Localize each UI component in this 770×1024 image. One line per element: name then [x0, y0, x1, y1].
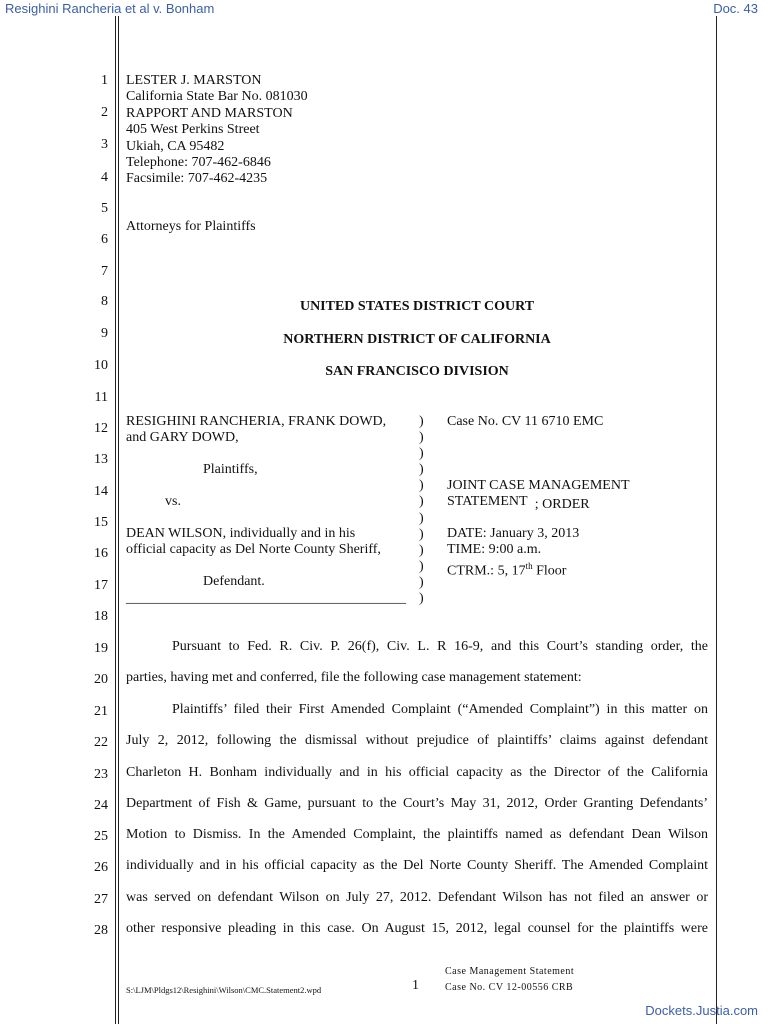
attorneys-for: Attorneys for Plaintiffs [126, 219, 256, 234]
line-number: 21 [94, 704, 108, 719]
line-number: 22 [94, 735, 108, 750]
line-number: 26 [94, 860, 108, 875]
courtroom-number: CTRM.: 5, 17 [447, 563, 526, 579]
versus: vs. [165, 494, 181, 509]
line-number: 2 [101, 105, 108, 120]
line-number: 15 [94, 515, 108, 530]
line-number: 10 [94, 358, 108, 373]
line-number: 11 [94, 390, 108, 405]
line-number: 4 [101, 170, 108, 185]
footer-case-number: Case No. CV 12-00556 CRB [445, 982, 574, 993]
document-title-statement: STATEMENT [447, 494, 528, 509]
line-number: 6 [101, 232, 108, 247]
margin-rule-right [716, 16, 717, 1024]
body-line: July 2, 2012, following the dismissal without prejudice of plaintiffs’ claims against defendant [126, 733, 708, 748]
attorney-telephone: Telephone: 707-462-6846 [126, 155, 271, 171]
file-path: S:\LJM\Pldgs12\Resighini\Wilson\CMC.Statement2.wpd [126, 985, 322, 995]
line-number: 28 [94, 923, 108, 938]
hearing-time: TIME: 9:00 a.m. [447, 542, 542, 557]
hearing-date: DATE: January 3, 2013 [447, 526, 580, 541]
caption-paren: ) [419, 414, 424, 429]
court-name: UNITED STATES DISTRICT COURT [299, 299, 535, 314]
line-number: 14 [94, 484, 108, 499]
body-line: was served on defendant Wilson on July 27, 2012. Defendant Wilson has not filed an answer or [126, 890, 708, 905]
body-line: Plaintiffs’ filed their First Amended Complaint (“Amended Complaint”) in this matter on [172, 702, 708, 717]
caption-paren: ) [419, 462, 424, 478]
defendant-name: DEAN WILSON, individually and in his [126, 526, 356, 541]
body-line: Charleton H. Bonham individually and in his official capacity as the Director of the California [126, 765, 708, 780]
justia-link[interactable]: Dockets.Justia.com [645, 1003, 758, 1018]
line-number: 8 [101, 294, 108, 309]
attorney-facsimile: Facsimile: 707-462-4235 [126, 171, 268, 187]
attorney-bar-number: California State Bar No. 081030 [126, 89, 308, 105]
body-line: individually and in his official capacity as the Del Norte County Sheriff. The Amended Complaint [126, 858, 708, 873]
plaintiffs-label: Plaintiffs, [203, 462, 258, 477]
court-division: SAN FRANCISCO DIVISION [325, 364, 509, 379]
plaintiffs-names: RESIGHINI RANCHERIA, FRANK DOWD, [126, 414, 387, 429]
body-line: other responsive pleading in this case. On August 15, 2012, legal counsel for the plaintiffs were [126, 921, 708, 936]
margin-rule-left-inner [118, 16, 119, 1024]
caption-paren: ) [419, 591, 424, 607]
attorney-street: 405 West Perkins Street [126, 122, 260, 138]
defendant-name-cont: official capacity as Del Norte County Sheriff, [126, 542, 381, 557]
line-number: 5 [101, 201, 108, 216]
case-number: Case No. CV 11 6710 EMC [447, 414, 604, 429]
caption-rule: ________________________________________ [126, 591, 406, 606]
line-number: 17 [94, 578, 108, 593]
page-number: 1 [412, 978, 419, 993]
defendant-label: Defendant. [203, 574, 265, 589]
courtroom-floor: Floor [532, 563, 567, 579]
line-number: 16 [94, 546, 108, 561]
line-number: 20 [94, 672, 108, 687]
caption-paren: ) [419, 574, 424, 590]
caption-parentheses [419, 414, 424, 607]
body-line: Pursuant to Fed. R. Civ. P. 26(f), Civ. L. R 16-9, and this Court’s standing order, the [172, 639, 708, 654]
courtroom [447, 558, 566, 580]
caption-paren: ) [419, 558, 424, 574]
document-title: JOINT CASE MANAGEMENT [447, 478, 630, 493]
body-line: parties, having met and conferred, file the following case management statement: [126, 670, 582, 685]
caption-paren: ) [419, 526, 424, 542]
caption-paren: ) [419, 510, 424, 526]
line-number: 23 [94, 767, 108, 782]
caption-paren: ) [419, 494, 424, 510]
line-number: 9 [101, 326, 108, 341]
caption-paren: ) [419, 542, 424, 558]
line-number: 25 [94, 829, 108, 844]
courtroom-ordinal: th [525, 561, 533, 571]
body-line: Department of Fish & Game, pursuant to the Court’s May 31, 2012, Order Granting Defendants’ [126, 796, 708, 811]
attorney-city: Ukiah, CA 95482 [126, 138, 225, 154]
document-title-order: ; ORDER [534, 497, 590, 512]
line-number: 7 [101, 264, 108, 279]
attorney-block [126, 73, 308, 188]
line-number: 13 [94, 452, 108, 467]
line-number: 1 [101, 73, 108, 88]
caption-paren: ) [419, 430, 424, 446]
caption-paren: ) [419, 478, 424, 494]
plaintiffs-names-cont: and GARY DOWD, [126, 430, 239, 445]
line-number: 12 [94, 421, 108, 436]
caption-paren: ) [419, 446, 424, 462]
doc-number-link[interactable]: Doc. 43 [713, 1, 758, 16]
footer-doc-title: Case Management Statement [445, 966, 575, 977]
line-number: 3 [101, 137, 108, 152]
line-number: 27 [94, 892, 108, 907]
line-number: 19 [94, 641, 108, 656]
case-title-link[interactable]: Resighini Rancheria et al v. Bonham [5, 1, 215, 16]
margin-rule-left-outer [115, 16, 116, 1024]
body-line: Motion to Dismiss. In the Amended Complaint, the plaintiffs named as defendant Dean Wilson [126, 827, 708, 842]
attorney-name: LESTER J. MARSTON [126, 73, 262, 88]
document-title-cont [447, 494, 590, 510]
court-district: NORTHERN DISTRICT OF CALIFORNIA [283, 332, 551, 347]
line-number: 24 [94, 798, 108, 813]
attorney-firm: RAPPORT AND MARSTON [126, 105, 293, 121]
line-number: 18 [94, 609, 108, 624]
